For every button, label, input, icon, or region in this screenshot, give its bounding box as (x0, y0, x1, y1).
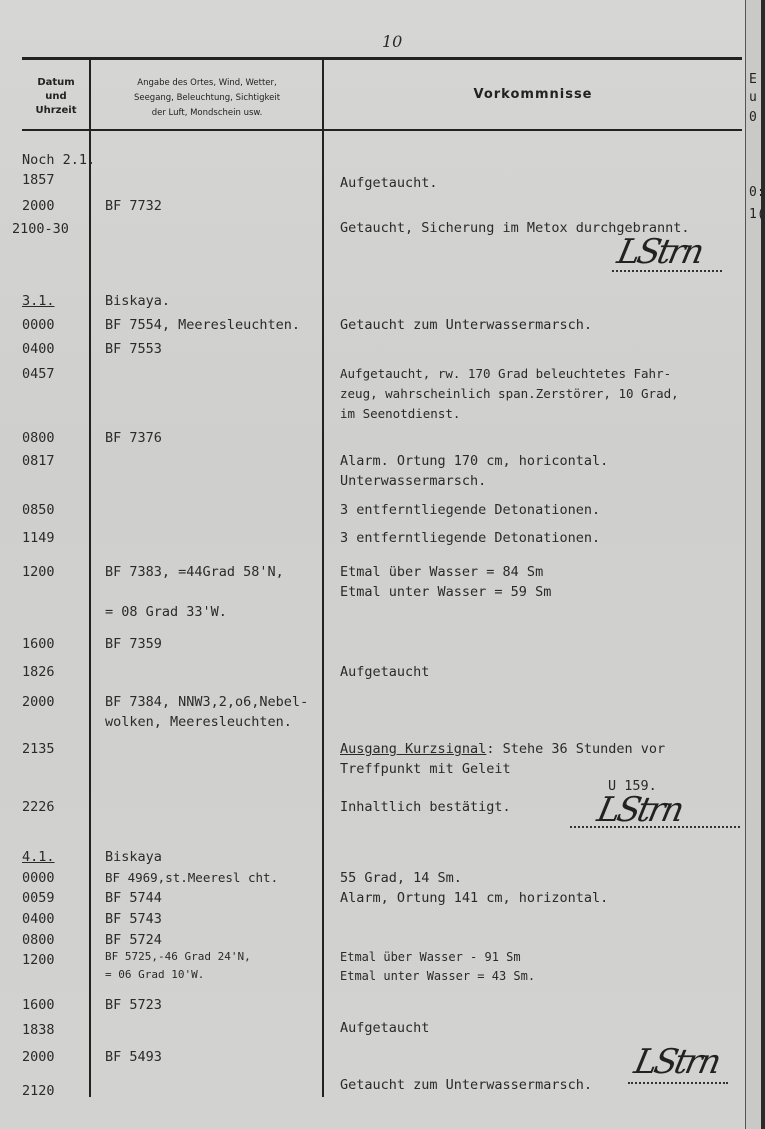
section-date: 3.1. (22, 293, 55, 309)
next-page-fragment: E (749, 72, 757, 87)
row-events: 3 entferntliegende Detonationen. (340, 502, 601, 518)
next-page-edge (745, 0, 765, 1129)
signal-label: Ausgang Kurzsignal (340, 741, 487, 757)
row-events: Getaucht zum Unterwassermarsch. (340, 317, 592, 333)
row-place: BF 5743 (105, 911, 162, 927)
row-place: BF 5724 (105, 932, 162, 948)
row-time: 1149 (22, 530, 55, 546)
row-time: 1826 (22, 664, 55, 680)
row-time: 2226 (22, 799, 55, 815)
row-time: 0800 (22, 430, 55, 446)
signal-text: : Stehe 36 Stunden vor Treffpunkt mit Geleit (340, 741, 666, 777)
header-date: Datum und Uhrzeit (35, 77, 77, 116)
row-time: 1838 (22, 1022, 55, 1038)
signature: LStrn (613, 232, 705, 272)
row-time: 0817 (22, 453, 55, 469)
next-page-fragment: 0 (749, 110, 757, 125)
row-time: 0400 (22, 341, 55, 357)
row-events: Inhaltlich bestätigt. (340, 799, 511, 815)
date-column-rule (89, 57, 91, 1097)
row-time: 2100-30 (12, 221, 69, 237)
row-time: 1600 (22, 636, 55, 652)
page-number: 10 (382, 32, 403, 51)
header-events: Vorkommnisse (473, 87, 593, 102)
row-place: BF 7376 (105, 430, 162, 446)
row-events: 3 entferntliegende Detonationen. (340, 530, 601, 546)
row-place: Biskaya (105, 849, 162, 865)
row-place: Biskaya. (105, 293, 171, 309)
signature-dots (628, 1082, 728, 1084)
row-events: Aufgetaucht (340, 1020, 430, 1036)
signature-dots (612, 270, 722, 272)
row-events: Alarm. Ortung 170 cm, horicontal. Unterwassermarsch. (340, 453, 609, 489)
signature-dots (570, 826, 740, 828)
row-note: U 159. (608, 778, 657, 794)
row-time: 2000 (22, 198, 55, 214)
header-bottom-rule (22, 129, 742, 131)
row-time: 0000 (22, 870, 55, 886)
row-time: 0059 (22, 890, 55, 906)
row-time: 2000 (22, 694, 55, 710)
signature: LStrn (630, 1042, 722, 1082)
place-column-rule (322, 57, 324, 1097)
signature: LStrn (593, 790, 685, 830)
row-time: 1200 (22, 952, 55, 968)
row-place: BF 7554, Meeresleuchten. (105, 317, 301, 333)
row-place: BF 5493 (105, 1049, 162, 1065)
row-time: 0400 (22, 911, 55, 927)
row-events: Aufgetaucht, rw. 170 Grad beleuchtetes Fahr- zeug, wahrscheinlich span.Zerstörer, 10 Grad, im Seenotdienst. (340, 366, 679, 421)
row-events: Alarm, Ortung 141 cm, horizontal. (340, 890, 609, 906)
row-time: 1857 (22, 172, 55, 188)
row-time: 0850 (22, 502, 55, 518)
row-place: BF 5725,-46 Grad 24'N, = 06 Grad 10'W. (105, 950, 251, 981)
row-events: Etmal über Wasser - 91 Sm Etmal unter Wasser = 43 Sm. (340, 950, 536, 983)
row-time: 0800 (22, 932, 55, 948)
row-place: BF 7732 (105, 198, 162, 214)
row-events: Getaucht, Sicherung im Metox durchgebrannt. (340, 220, 690, 236)
next-page-fragment: 1( (749, 207, 765, 222)
row-events: Etmal über Wasser = 84 Sm Etmal unter Wasser = 59 Sm (340, 564, 552, 600)
row-events: Getaucht zum Unterwassermarsch. (340, 1077, 592, 1093)
row-time: Noch 2.1. (22, 152, 96, 168)
row-place: BF 7384, NNW3,2,o6,Nebel- wolken, Meeresleuchten. (105, 694, 309, 730)
row-time: 0000 (22, 317, 55, 333)
row-time: 1600 (22, 997, 55, 1013)
row-time: 2120 (22, 1083, 55, 1099)
row-time: 2135 (22, 741, 55, 757)
row-place: BF 7359 (105, 636, 162, 652)
row-time: 1200 (22, 564, 55, 580)
row-time: 0457 (22, 366, 55, 382)
row-place: BF 5744 (105, 890, 162, 906)
section-date: 4.1. (22, 849, 55, 865)
row-events: 55 Grad, 14 Sm. (340, 870, 462, 886)
row-place: BF 5723 (105, 997, 162, 1013)
table-top-rule (22, 57, 742, 60)
row-events (340, 739, 665, 779)
row-place: BF 7383, =44Grad 58'N, = 08 Grad 33'W. (105, 564, 284, 620)
next-page-fragment: 0: (749, 185, 765, 200)
row-place: BF 4969,st.Meeresl cht. (105, 870, 279, 885)
row-events: Aufgetaucht (340, 664, 430, 680)
next-page-fragment: u (749, 90, 757, 105)
row-events: Aufgetaucht. (340, 175, 438, 191)
row-place: BF 7553 (105, 341, 162, 357)
row-time: 2000 (22, 1049, 55, 1065)
header-place: Angabe des Ortes, Wind, Wetter, Seegang, Beleuchtung, Sichtigkeit der Luft, Mondschein usw. (133, 78, 281, 118)
